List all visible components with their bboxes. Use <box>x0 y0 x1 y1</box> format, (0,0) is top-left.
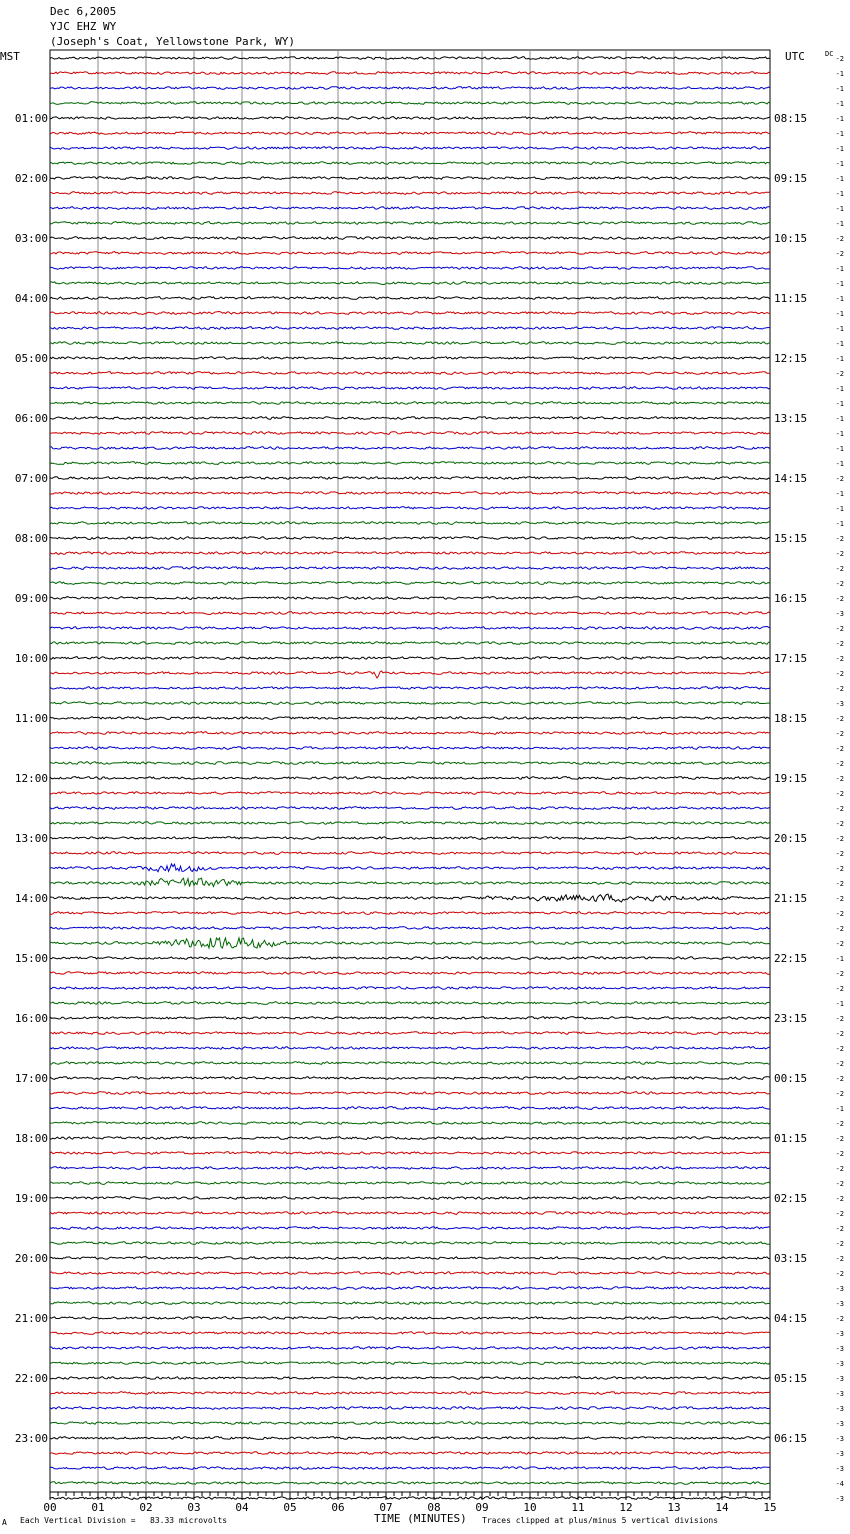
seismic-trace <box>50 1392 770 1395</box>
seismic-trace <box>50 687 770 690</box>
seismic-trace <box>50 207 770 210</box>
dc-offset-label: -3 <box>835 1330 844 1338</box>
dc-offset-label: -3 <box>835 1360 844 1368</box>
dc-offset-label: -2 <box>835 805 844 813</box>
utc-hour-label: 14:15 <box>774 472 808 485</box>
dc-offset-label: -1 <box>835 460 844 468</box>
seismic-trace <box>50 582 770 585</box>
dc-offset-label: -2 <box>835 55 844 63</box>
dc-offset-label: -1 <box>835 430 844 438</box>
mst-hour-label: 19:00 <box>14 1192 48 1205</box>
dc-offset-label: -1 <box>835 280 844 288</box>
seismic-trace <box>50 147 770 150</box>
dc-offset-label: -1 <box>835 175 844 183</box>
mst-hour-label: 21:00 <box>14 1312 48 1325</box>
seismic-trace <box>50 312 770 315</box>
x-tick-label: 11 <box>571 1501 585 1514</box>
seismic-trace <box>50 1347 770 1350</box>
seismic-trace <box>50 282 770 285</box>
mst-hour-label: 06:00 <box>14 412 48 425</box>
dc-offset-label: -2 <box>835 1120 844 1128</box>
x-axis-title: TIME (MINUTES) <box>374 1512 467 1525</box>
dc-offset-label: -1 <box>835 100 844 108</box>
dc-offset-label: -2 <box>835 880 844 888</box>
dc-offset-label: -2 <box>835 250 844 258</box>
dc-offset-label: -2 <box>835 1270 844 1278</box>
seismic-trace <box>50 927 770 930</box>
seismic-trace <box>50 1287 770 1290</box>
dc-offset-label: -3 <box>835 1495 844 1503</box>
dc-offset-label: -2 <box>835 370 844 378</box>
dc-offset-label: -3 <box>835 1405 844 1413</box>
utc-hour-label: 09:15 <box>774 172 808 185</box>
seismic-trace <box>50 912 770 915</box>
utc-hour-label: 18:15 <box>774 712 808 725</box>
seismic-trace <box>50 1362 770 1365</box>
dc-heading: DC <box>825 50 834 58</box>
seismic-trace <box>50 447 770 450</box>
dc-offset-label: -1 <box>835 160 844 168</box>
seismic-trace <box>50 1497 770 1500</box>
seismic-trace <box>50 1377 770 1380</box>
utc-hour-label: 13:15 <box>774 412 808 425</box>
seismic-trace <box>50 192 770 195</box>
mst-hour-label: 23:00 <box>14 1432 48 1445</box>
corner-mark: A <box>2 1518 7 1527</box>
x-tick-label: 03 <box>187 1501 201 1514</box>
dc-offset-label: -2 <box>835 580 844 588</box>
seismic-trace <box>50 1122 770 1125</box>
dc-offset-label: -4 <box>835 1480 844 1488</box>
dc-offset-label: -2 <box>835 940 844 948</box>
utc-hour-label: 06:15 <box>774 1432 808 1445</box>
mst-hour-label: 05:00 <box>14 352 48 365</box>
dc-offset-label: -3 <box>835 1345 844 1353</box>
seismic-trace <box>50 1227 770 1230</box>
utc-hour-label: 01:15 <box>774 1132 808 1145</box>
seismic-trace <box>50 1407 770 1410</box>
seismic-trace <box>50 432 770 435</box>
seismic-trace <box>50 1257 770 1260</box>
seismic-trace <box>50 267 770 270</box>
seismic-trace <box>50 717 770 720</box>
mst-hour-label: 14:00 <box>14 892 48 905</box>
utc-hour-label: 20:15 <box>774 832 808 845</box>
seismic-trace <box>50 792 770 795</box>
seismic-trace <box>50 1152 770 1155</box>
utc-hour-label: 03:15 <box>774 1252 808 1265</box>
dc-offset-label: -1 <box>835 400 844 408</box>
mst-hour-label: 11:00 <box>14 712 48 725</box>
seismic-trace <box>50 1062 770 1065</box>
utc-hour-label: 04:15 <box>774 1312 808 1325</box>
dc-offset-label: -1 <box>835 1000 844 1008</box>
seismic-trace <box>50 987 770 990</box>
dc-offset-label: -3 <box>835 610 844 618</box>
dc-offset-label: -1 <box>835 220 844 228</box>
seismic-trace <box>50 894 770 902</box>
seismic-trace <box>50 567 770 570</box>
scale-note: Each Vertical Division = 83.33 microvolts <box>20 1516 228 1525</box>
seismic-trace <box>50 732 770 735</box>
dc-offset-label: -2 <box>835 1195 844 1203</box>
dc-offset-label: -3 <box>835 1375 844 1383</box>
seismic-trace <box>50 597 770 600</box>
seismic-trace <box>50 387 770 390</box>
dc-offset-label: -2 <box>835 1315 844 1323</box>
seismic-trace <box>50 492 770 495</box>
seismic-trace <box>50 612 770 615</box>
dc-offset-label: -2 <box>835 655 844 663</box>
mst-hour-label: 02:00 <box>14 172 48 185</box>
dc-offset-label: -3 <box>835 1450 844 1458</box>
x-tick-label: 00 <box>43 1501 57 1514</box>
dc-offset-label: -1 <box>835 295 844 303</box>
dc-offset-label: -2 <box>835 895 844 903</box>
mst-hour-label: 10:00 <box>14 652 48 665</box>
dc-offset-label: -2 <box>835 235 844 243</box>
dc-offset-label: -2 <box>835 625 844 633</box>
seismic-trace <box>50 1077 770 1080</box>
dc-offset-label: -3 <box>835 1390 844 1398</box>
x-tick-label: 07 <box>379 1501 393 1514</box>
mst-hour-label: 17:00 <box>14 1072 48 1085</box>
utc-hour-label: 19:15 <box>774 772 808 785</box>
utc-hour-label: 08:15 <box>774 112 808 125</box>
dc-offset-label: -1 <box>835 355 844 363</box>
dc-offset-label: -2 <box>835 790 844 798</box>
dc-offset-label: -2 <box>835 1060 844 1068</box>
utc-hour-label: 17:15 <box>774 652 808 665</box>
dc-offset-label: -2 <box>835 1135 844 1143</box>
dc-offset-label: -2 <box>835 1255 844 1263</box>
dc-offset-label: -1 <box>835 955 844 963</box>
x-tick-label: 05 <box>283 1501 297 1514</box>
mst-hour-label: 20:00 <box>14 1252 48 1265</box>
utc-hour-label: 15:15 <box>774 532 808 545</box>
x-tick-label: 13 <box>667 1501 681 1514</box>
mst-hour-label: 03:00 <box>14 232 48 245</box>
dc-offset-label: -2 <box>835 835 844 843</box>
seismic-trace <box>50 864 770 872</box>
seismic-trace <box>50 1437 770 1440</box>
dc-offset-label: -2 <box>835 535 844 543</box>
seismic-trace <box>50 972 770 975</box>
seismic-trace <box>50 237 770 240</box>
dc-offset-label: -2 <box>835 1165 844 1173</box>
mst-hour-label: 04:00 <box>14 292 48 305</box>
dc-offset-label: -2 <box>835 475 844 483</box>
dc-offset-label: -2 <box>835 685 844 693</box>
x-tick-label: 09 <box>475 1501 489 1514</box>
seismic-trace <box>50 552 770 555</box>
dc-offset-label: -2 <box>835 1015 844 1023</box>
mst-label: MST <box>0 50 20 63</box>
dc-offset-label: -2 <box>835 985 844 993</box>
seismic-trace <box>50 87 770 90</box>
seismic-trace <box>50 777 770 780</box>
dc-offset-label: -1 <box>835 415 844 423</box>
seismic-trace <box>50 162 770 165</box>
seismic-trace <box>50 1482 770 1485</box>
mst-hour-label: 01:00 <box>14 112 48 125</box>
x-tick-label: 02 <box>139 1501 153 1514</box>
seismic-trace <box>50 177 770 180</box>
dc-offset-label: -1 <box>835 520 844 528</box>
dc-offset-label: -2 <box>835 1045 844 1053</box>
dc-offset-label: -2 <box>835 760 844 768</box>
dc-offset-label: -1 <box>835 325 844 333</box>
dc-offset-label: -2 <box>835 730 844 738</box>
dc-offset-label: -1 <box>835 205 844 213</box>
seismic-trace <box>50 57 770 60</box>
utc-label: UTC <box>785 50 805 63</box>
seismic-trace <box>50 1047 770 1050</box>
dc-offset-label: -3 <box>835 1465 844 1473</box>
dc-offset-label: -2 <box>835 640 844 648</box>
seismic-trace <box>50 1332 770 1335</box>
seismic-trace <box>50 297 770 300</box>
x-tick-label: 08 <box>427 1501 441 1514</box>
seismic-trace <box>50 477 770 480</box>
utc-hour-label: 21:15 <box>774 892 808 905</box>
dc-offset-label: -2 <box>835 1075 844 1083</box>
seismic-trace <box>50 537 770 540</box>
seismic-trace <box>50 1002 770 1005</box>
dc-offset-label: -2 <box>835 1150 844 1158</box>
mst-hour-label: 18:00 <box>14 1132 48 1145</box>
seismic-trace <box>50 1317 770 1320</box>
seismic-trace <box>50 837 770 840</box>
seismic-trace <box>50 627 770 630</box>
dc-offset-label: -2 <box>835 1240 844 1248</box>
dc-offset-label: -1 <box>835 190 844 198</box>
utc-hour-label: 02:15 <box>774 1192 808 1205</box>
dc-offset-label: -2 <box>835 820 844 828</box>
x-tick-label: 04 <box>235 1501 249 1514</box>
seismic-trace <box>50 822 770 825</box>
station-code: YJC EHZ WY <box>50 20 117 33</box>
dc-offset-label: -2 <box>835 595 844 603</box>
utc-hour-label: 11:15 <box>774 292 808 305</box>
dc-offset-label: -1 <box>835 85 844 93</box>
seismic-trace <box>50 372 770 375</box>
seismic-trace <box>50 72 770 75</box>
seismic-trace <box>50 102 770 105</box>
seismic-trace <box>50 657 770 660</box>
seismic-trace <box>50 1197 770 1200</box>
utc-hour-label: 23:15 <box>774 1012 808 1025</box>
dc-offset-label: -1 <box>835 340 844 348</box>
seismic-trace <box>50 1032 770 1035</box>
seismic-trace <box>50 1467 770 1470</box>
dc-offset-label: -2 <box>835 850 844 858</box>
dc-offset-label: -2 <box>835 670 844 678</box>
dc-offset-label: -2 <box>835 1180 844 1188</box>
seismic-trace <box>50 1302 770 1305</box>
station-location: (Joseph's Coat, Yellowstone Park, WY) <box>50 35 296 48</box>
x-tick-label: 01 <box>91 1501 105 1514</box>
x-tick-label: 10 <box>523 1501 537 1514</box>
mst-hour-label: 22:00 <box>14 1372 48 1385</box>
seismic-trace <box>50 957 770 960</box>
seismic-trace <box>50 1107 770 1110</box>
dc-offset-label: -1 <box>835 310 844 318</box>
dc-offset-label: -1 <box>835 505 844 513</box>
seismic-trace <box>50 357 770 360</box>
dc-offset-label: -2 <box>835 1210 844 1218</box>
dc-offset-label: -1 <box>835 115 844 123</box>
seismic-trace <box>50 462 770 465</box>
seismic-trace <box>50 878 770 887</box>
dc-offset-label: -1 <box>835 265 844 273</box>
utc-hour-label: 22:15 <box>774 952 808 965</box>
dc-offset-label: -1 <box>835 490 844 498</box>
dc-offset-label: -2 <box>835 565 844 573</box>
dc-offset-label: -3 <box>835 1285 844 1293</box>
dc-offset-label: -1 <box>835 385 844 393</box>
dc-offset-label: -2 <box>835 1090 844 1098</box>
seismic-traces <box>50 57 770 1500</box>
utc-hour-label: 05:15 <box>774 1372 808 1385</box>
dc-offset-label: -1 <box>835 70 844 78</box>
seismic-trace <box>50 522 770 525</box>
x-tick-label: 14 <box>715 1501 729 1514</box>
mst-hour-label: 12:00 <box>14 772 48 785</box>
seismic-trace <box>50 117 770 120</box>
utc-hour-label: 16:15 <box>774 592 808 605</box>
dc-offset-label: -2 <box>835 715 844 723</box>
x-tick-label: 06 <box>331 1501 345 1514</box>
dc-offset-label: -2 <box>835 1225 844 1233</box>
dc-offset-label: -1 <box>835 445 844 453</box>
seismic-trace <box>50 1452 770 1455</box>
record-date: Dec 6,2005 <box>50 5 117 18</box>
seismic-trace <box>50 252 770 255</box>
clip-note: Traces clipped at plus/minus 5 vertical divisions <box>482 1516 719 1525</box>
seismic-trace <box>50 702 770 705</box>
seismic-trace <box>50 1182 770 1185</box>
seismic-trace <box>50 642 770 645</box>
seismic-trace <box>50 1422 770 1425</box>
mst-hour-label: 16:00 <box>14 1012 48 1025</box>
seismic-trace <box>50 1092 770 1095</box>
dc-offset-label: -1 <box>835 1105 844 1113</box>
seismic-trace <box>50 938 770 948</box>
seismic-trace <box>50 807 770 810</box>
dc-offset-label: -2 <box>835 970 844 978</box>
seismic-trace <box>50 1167 770 1170</box>
seismic-trace <box>50 1272 770 1275</box>
seismic-trace <box>50 402 770 405</box>
seismic-trace <box>50 747 770 750</box>
dc-offset-label: -2 <box>835 925 844 933</box>
dc-offset-label: -2 <box>835 550 844 558</box>
dc-offset-label: -1 <box>835 145 844 153</box>
x-tick-label: 12 <box>619 1501 633 1514</box>
seismic-trace <box>50 1017 770 1020</box>
dc-offset-label: -2 <box>835 775 844 783</box>
x-tick-label: 15 <box>763 1501 777 1514</box>
seismic-trace <box>50 132 770 135</box>
dc-offset-label: -3 <box>835 700 844 708</box>
seismic-trace <box>50 1242 770 1245</box>
dc-offset-label: -2 <box>835 865 844 873</box>
seismic-trace <box>50 342 770 345</box>
seismic-trace <box>50 762 770 765</box>
utc-hour-label: 12:15 <box>774 352 808 365</box>
seismic-trace <box>50 417 770 420</box>
utc-hour-label: 10:15 <box>774 232 808 245</box>
seismic-trace <box>50 222 770 225</box>
seismic-trace <box>50 507 770 510</box>
mst-hour-label: 08:00 <box>14 532 48 545</box>
mst-hour-label: 07:00 <box>14 472 48 485</box>
seismic-trace <box>50 1212 770 1215</box>
dc-offset-label: -2 <box>835 1030 844 1038</box>
seismic-trace <box>50 1137 770 1140</box>
seismic-trace <box>50 327 770 330</box>
dc-offset-label: -3 <box>835 1300 844 1308</box>
mst-hour-label: 09:00 <box>14 592 48 605</box>
seismic-trace <box>50 852 770 855</box>
dc-offset-label: -3 <box>835 1420 844 1428</box>
seismic-trace <box>50 671 770 678</box>
mst-hour-label: 13:00 <box>14 832 48 845</box>
utc-hour-label: 00:15 <box>774 1072 808 1085</box>
dc-offset-label: -3 <box>835 1435 844 1443</box>
dc-offset-label: -1 <box>835 130 844 138</box>
mst-hour-label: 15:00 <box>14 952 48 965</box>
dc-offset-label: -2 <box>835 910 844 918</box>
dc-offset-label: -2 <box>835 745 844 753</box>
axis-labels <box>15 50 844 1514</box>
